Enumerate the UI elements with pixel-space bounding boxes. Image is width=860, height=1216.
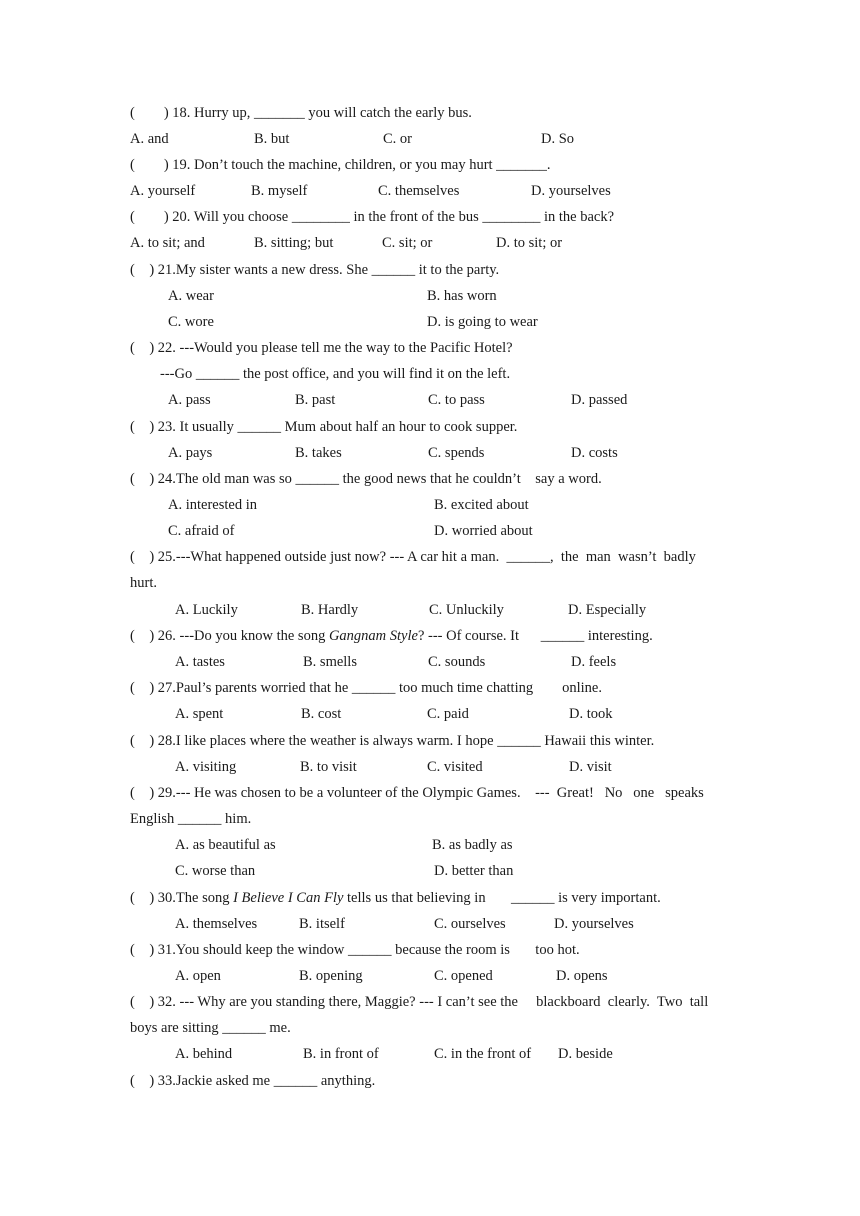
q20-option-b: B. sitting; but — [254, 235, 334, 251]
q29-stem-continued: English ______ him. — [130, 811, 252, 827]
q26-option-c: C. sounds — [428, 654, 486, 670]
q28-option-d: D. visit — [569, 759, 612, 775]
q29-option-c: C. worse than — [175, 863, 256, 879]
q27-option-d: D. took — [569, 706, 613, 722]
q30-option-d: D. yourselves — [554, 916, 634, 932]
q18-option-d: D. So — [541, 131, 575, 147]
q27-option-b: B. cost — [301, 706, 342, 722]
q32-stem: ( ) 32. --- Why are you standing there, Maggie? --- I can’t see the blackboard clearly. Two tall — [130, 994, 709, 1010]
q23-option-b: B. takes — [295, 445, 342, 461]
q28-stem: ( ) 28.I like places where the weather is always warm. I hope ______ Hawaii this winter. — [130, 733, 655, 749]
q22-stem-reply: ---Go ______ the post office, and you will find it on the left. — [160, 366, 511, 382]
q20-option-d: D. to sit; or — [496, 235, 563, 251]
q26-stem-pre: ( ) 26. ---Do you know the song — [130, 628, 329, 644]
q21-option-b: B. has worn — [427, 288, 497, 304]
q27-option-c: C. paid — [427, 706, 469, 722]
q20-option-c: C. sit; or — [382, 235, 433, 251]
q19-stem: ( ) 19. Don’t touch the machine, children, or you may hurt _______. — [130, 157, 551, 173]
q22-stem: ( ) 22. ---Would you please tell me the way to the Pacific Hotel? — [130, 340, 513, 356]
q21-stem: ( ) 21.My sister wants a new dress. She ______ it to the party. — [130, 262, 500, 278]
q19-option-c: C. themselves — [378, 183, 460, 199]
q20-option-a: A. to sit; and — [130, 235, 205, 251]
q24-stem: ( ) 24.The old man was so ______ the good news that he couldn’t say a word. — [130, 471, 602, 487]
q25-stem-continued: hurt. — [130, 575, 157, 591]
q28-option-a: A. visiting — [175, 759, 237, 775]
q30-song-title: I Believe I Can Fly — [233, 890, 344, 906]
q18-option-a: A. and — [130, 131, 169, 147]
q31-option-a: A. open — [175, 968, 221, 984]
q22-option-c: C. to pass — [428, 392, 485, 408]
q21-option-c: C. wore — [168, 314, 214, 330]
q27-stem: ( ) 27.Paul’s parents worried that he ______ too much time chatting online. — [130, 680, 602, 696]
q29-option-a: A. as beautiful as — [175, 837, 276, 853]
q23-option-d: D. costs — [571, 445, 618, 461]
q31-stem: ( ) 31.You should keep the window ______ because the room is too hot. — [130, 942, 580, 958]
q26-stem-post: ? --- Of course. It ______ interesting. — [417, 628, 653, 644]
q25-option-d: D. Especially — [568, 602, 647, 618]
q32-option-d: D. beside — [558, 1046, 613, 1062]
q23-option-c: C. spends — [428, 445, 485, 461]
q31-option-c: C. opened — [434, 968, 493, 984]
q25-option-c: C. Unluckily — [429, 602, 504, 618]
q26-option-b: B. smells — [303, 654, 357, 670]
q25-option-b: B. Hardly — [301, 602, 359, 618]
q30-option-b: B. itself — [299, 916, 345, 932]
q25-stem: ( ) 25.---What happened outside just now? --- A car hit a man. ______, the man wasn’t badly — [130, 549, 696, 565]
q32-option-c: C. in the front of — [434, 1046, 532, 1062]
q18-option-c: C. or — [383, 131, 412, 147]
q32-stem-continued: boys are sitting ______ me. — [130, 1020, 291, 1036]
q24-option-c: C. afraid of — [168, 523, 235, 539]
q30-stem-post: tells us that believing in ______ is very important. — [343, 890, 661, 906]
q19-option-d: D. yourselves — [531, 183, 611, 199]
q26-stem — [130, 627, 653, 645]
q26-option-d: D. feels — [571, 654, 617, 670]
q21-option-d: D. is going to wear — [427, 314, 538, 330]
q28-option-b: B. to visit — [300, 759, 357, 775]
q19-option-b: B. myself — [251, 183, 308, 199]
q25-option-a: A. Luckily — [175, 602, 238, 618]
q23-option-a: A. pays — [168, 445, 213, 461]
q23-stem: ( ) 23. It usually ______ Mum about half an hour to cook supper. — [130, 419, 518, 435]
q18-option-b: B. but — [254, 131, 290, 147]
q31-option-d: D. opens — [556, 968, 608, 984]
q24-option-a: A. interested in — [168, 497, 257, 513]
q22-option-b: B. past — [295, 392, 336, 408]
q19-option-a: A. yourself — [130, 183, 196, 199]
q30-option-a: A. themselves — [175, 916, 258, 932]
q24-option-b: B. excited about — [434, 497, 529, 513]
q26-option-a: A. tastes — [175, 654, 225, 670]
q29-stem: ( ) 29.--- He was chosen to be a volunteer of the Olympic Games. --- Great! No one speaks — [130, 785, 704, 801]
q32-option-a: A. behind — [175, 1046, 233, 1062]
q21-option-a: A. wear — [168, 288, 214, 304]
q29-option-d: D. better than — [434, 863, 514, 879]
q20-stem: ( ) 20. Will you choose ________ in the front of the bus ________ in the back? — [130, 209, 615, 225]
q18-stem: ( ) 18. Hurry up, _______ you will catch the early bus. — [130, 105, 472, 121]
q31-option-b: B. opening — [299, 968, 363, 984]
q22-option-a: A. pass — [168, 392, 211, 408]
q30-option-c: C. ourselves — [434, 916, 506, 932]
q30-stem-pre: ( ) 30.The song — [130, 890, 234, 906]
q22-option-d: D. passed — [571, 392, 628, 408]
q30-stem — [130, 889, 661, 907]
q28-option-c: C. visited — [427, 759, 483, 775]
q32-option-b: B. in front of — [303, 1046, 379, 1062]
q29-option-b: B. as badly as — [432, 837, 513, 853]
q26-song-title: Gangnam Style — [328, 628, 418, 644]
q24-option-d: D. worried about — [434, 523, 533, 539]
q27-option-a: A. spent — [175, 706, 224, 722]
q33-stem: ( ) 33.Jackie asked me ______ anything. — [130, 1073, 376, 1089]
